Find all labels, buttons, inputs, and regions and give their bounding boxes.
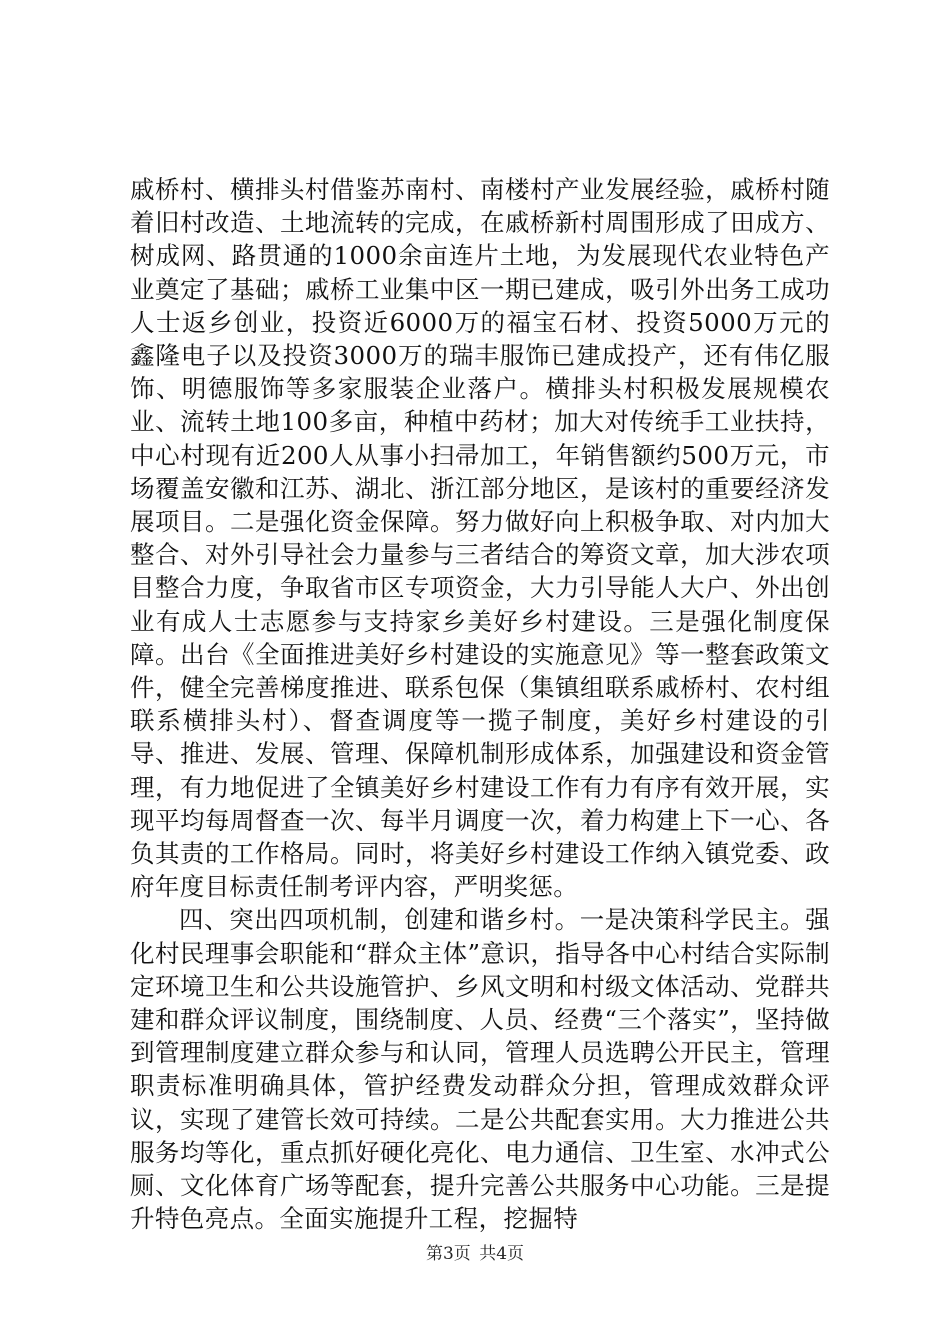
paragraph-continued: 戚桥村、横排头村借鉴苏南村、南楼村产业发展经验，戚桥村随着旧村改造、土地流转的完成，在戚桥新村周围形成了田成方、树成网、路贯通的1000余亩连片土地，为发展现代农业特色产业奠定了基础；戚桥工业集中区一期已建成，吸引外出务工成功人士返乡创业，投资近6000万的福宝石材、投资5000万元的鑫隆电子以及投资3000万的瑞丰服饰已建成投产，还有伟亿服饰、明德服饰等多家服装企业落户。横排头村积极发展规模农业、流转土地100多亩，种植中药材；加大对传统手工业扶持，中心村现有近200人从事小扫帚加工，年销售额约500万元，市场覆盖安徽和江苏、湖北、浙江部分地区，是该村的重要经济发展项目。二是强化资金保障。努力做好向上积极争取、对内加大整合、对外引导社会力量参与三者结合的筹资文章，加大涉农项目整合力度，争取省市区专项资金，大力引导能人大户、外出创业有成人士志愿参与支持家乡美好乡村建设。三是强化制度保障。出台《全面推进美好乡村建设的实施意见》等一整套政策文件，健全完善梯度推进、联系包保（集镇组联系戚桥村、农村组联系横排头村）、督查调度等一揽子制度，美好乡村建设的引导、推进、发展、管理、保障机制形成体系，加强建设和资金管理，有力地促进了全镇美好乡村建设工作有力有序有效开展，实现平均每周督查一次、每半月调度一次，着力构建上下一心、各负其责的工作格局。同时，将美好乡村建设工作纳入镇党委、政府年度目标责任制考评内容，严明奖惩。 [130,175,830,902]
paragraph-section-four: 四、突出四项机制，创建和谐乡村。一是决策科学民主。强化村民理事会职能和“群众主体”意识，指导各中心村结合实际制定环境卫生和公共设施管护、乡风文明和村级文体活动、党群共建和群众评议制度，围绕制度、人员、经费“三个落实”，坚持做到管理制度建立群众参与和认同，管理人员选聘公开民主，管理职责标准明确具体，管护经费发动群众分担，管理成效群众评议，实现了建管长效可持续。二是公共配套实用。大力推进公共服务均等化，重点抓好硬化亮化、电力通信、卫生室、水冲式公厕、文化体育广场等配套，提升完善公共服务中心功能。三是提升特色亮点。全面实施提升工程，挖掘特 [130,905,830,1234]
page-number-label: 第3页 共4页 [425,1244,525,1264]
page-footer [0,1243,950,1265]
document-body [130,173,830,1236]
